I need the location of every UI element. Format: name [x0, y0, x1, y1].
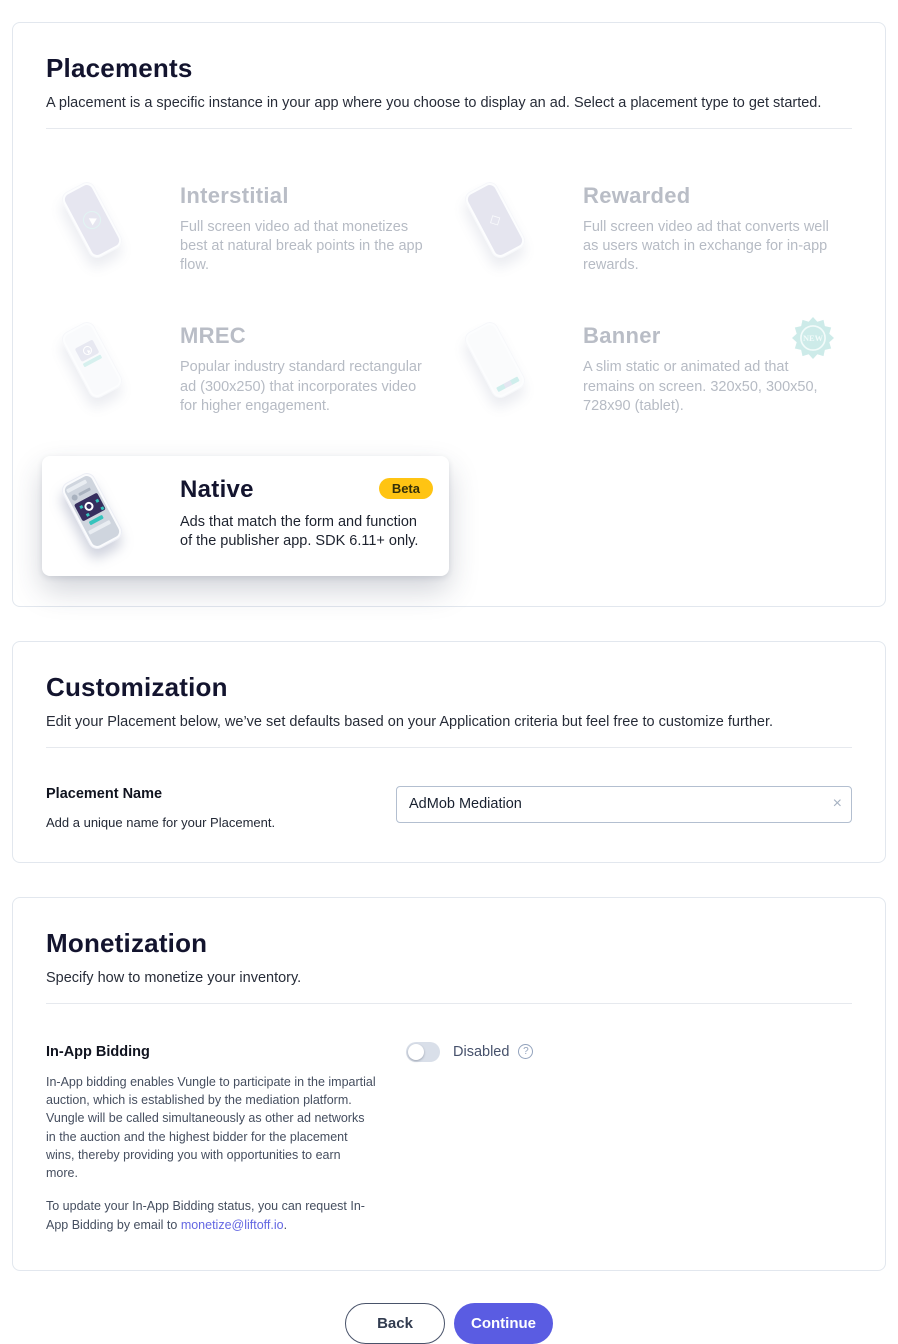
avatar-dot	[71, 493, 79, 501]
placement-name-input[interactable]	[396, 786, 852, 823]
option-title: Rewarded	[583, 183, 691, 208]
option-description: Popular industry standard rectangular ad (300x250) that incorporates video for higher engagement.	[180, 359, 422, 414]
monetize-email-link[interactable]: monetize@liftoff.io	[180, 1217, 284, 1232]
divider	[46, 1003, 852, 1004]
option-title: Banner	[583, 323, 661, 349]
option-title: Interstitial	[180, 183, 289, 208]
placement-option-rewarded[interactable]	[449, 175, 852, 275]
rewarded-phone-illustration	[449, 175, 567, 273]
footer-actions	[0, 1303, 898, 1344]
banner-phone-illustration	[449, 315, 567, 413]
placements-title: Placements	[46, 53, 193, 83]
aperture-icon	[82, 500, 94, 512]
customization-subtitle: Edit your Placement below, we’ve set defaults based on your Application criteria but feel free to customize further.	[46, 713, 774, 730]
help-icon[interactable]: ?	[518, 1044, 533, 1059]
continue-button[interactable]: Continue	[454, 1303, 553, 1344]
placement-option-banner[interactable]	[449, 315, 852, 415]
option-description: A slim static or animated ad that remains on screen. 320x50, 300x50, 728x90 (tablet).	[583, 359, 818, 414]
interstitial-phone-illustration	[46, 175, 164, 273]
gem-icon: ◇	[485, 209, 504, 231]
placement-option-interstitial[interactable]	[46, 175, 449, 275]
back-button[interactable]: Back	[345, 1303, 445, 1344]
toggle-status-text: Disabled	[453, 1043, 510, 1060]
placements-subtitle: A placement is a specific instance in your app where you choose to display an ad. Select a placement type to get started.	[46, 95, 822, 111]
placement-name-help: Add a unique name for your Placement.	[46, 814, 276, 830]
beta-badge: Beta	[379, 478, 433, 499]
toggle-knob	[408, 1044, 424, 1060]
customization-title: Customization	[46, 671, 228, 702]
svg-text:NEW: NEW	[802, 334, 824, 344]
mrec-phone-illustration	[46, 315, 164, 413]
native-phone-illustration	[46, 466, 164, 564]
monetization-section	[12, 897, 886, 1271]
new-badge-seal	[792, 317, 834, 359]
in-app-bidding-request-note: To update your In-App Bidding status, you can request In-App Bidding by email to monetize@liftoff.io.	[46, 1199, 365, 1232]
placement-name-label: Placement Name	[46, 785, 163, 802]
option-title: MREC	[180, 323, 246, 349]
in-app-bidding-description: In-App bidding enables Vungle to participate in the impartial auction, which is established by the mediation platform. Vungle will be called simultaneously as other ad networks in the auction and the highest bidder for the placement wins, thereby providing you with opportunities to earn more.	[46, 1074, 376, 1180]
placement-type-grid	[46, 175, 852, 576]
divider	[46, 128, 852, 129]
customization-section	[12, 641, 886, 863]
in-app-bidding-toggle[interactable]	[406, 1042, 440, 1062]
placement-option-native-selected[interactable]	[42, 456, 449, 576]
option-title: Native	[180, 475, 254, 503]
divider	[46, 747, 852, 748]
option-description: Ads that match the form and function of the publisher app. SDK 6.11+ only.	[180, 513, 419, 549]
clear-input-icon[interactable]: ×	[832, 794, 842, 812]
banner-ad-strip	[496, 377, 520, 393]
placement-option-mrec[interactable]	[46, 315, 449, 415]
option-description: Full screen video ad that converts well as users watch in exchange for in-app rewards.	[583, 219, 829, 274]
option-description: Full screen video ad that monetizes best at natural break points in the app flow.	[180, 219, 423, 274]
play-icon	[80, 208, 104, 232]
placements-section	[12, 22, 886, 607]
in-app-bidding-label: In-App Bidding	[46, 1043, 150, 1060]
monetization-title: Monetization	[46, 927, 208, 958]
monetization-subtitle: Specify how to monetize your inventory.	[46, 969, 302, 986]
